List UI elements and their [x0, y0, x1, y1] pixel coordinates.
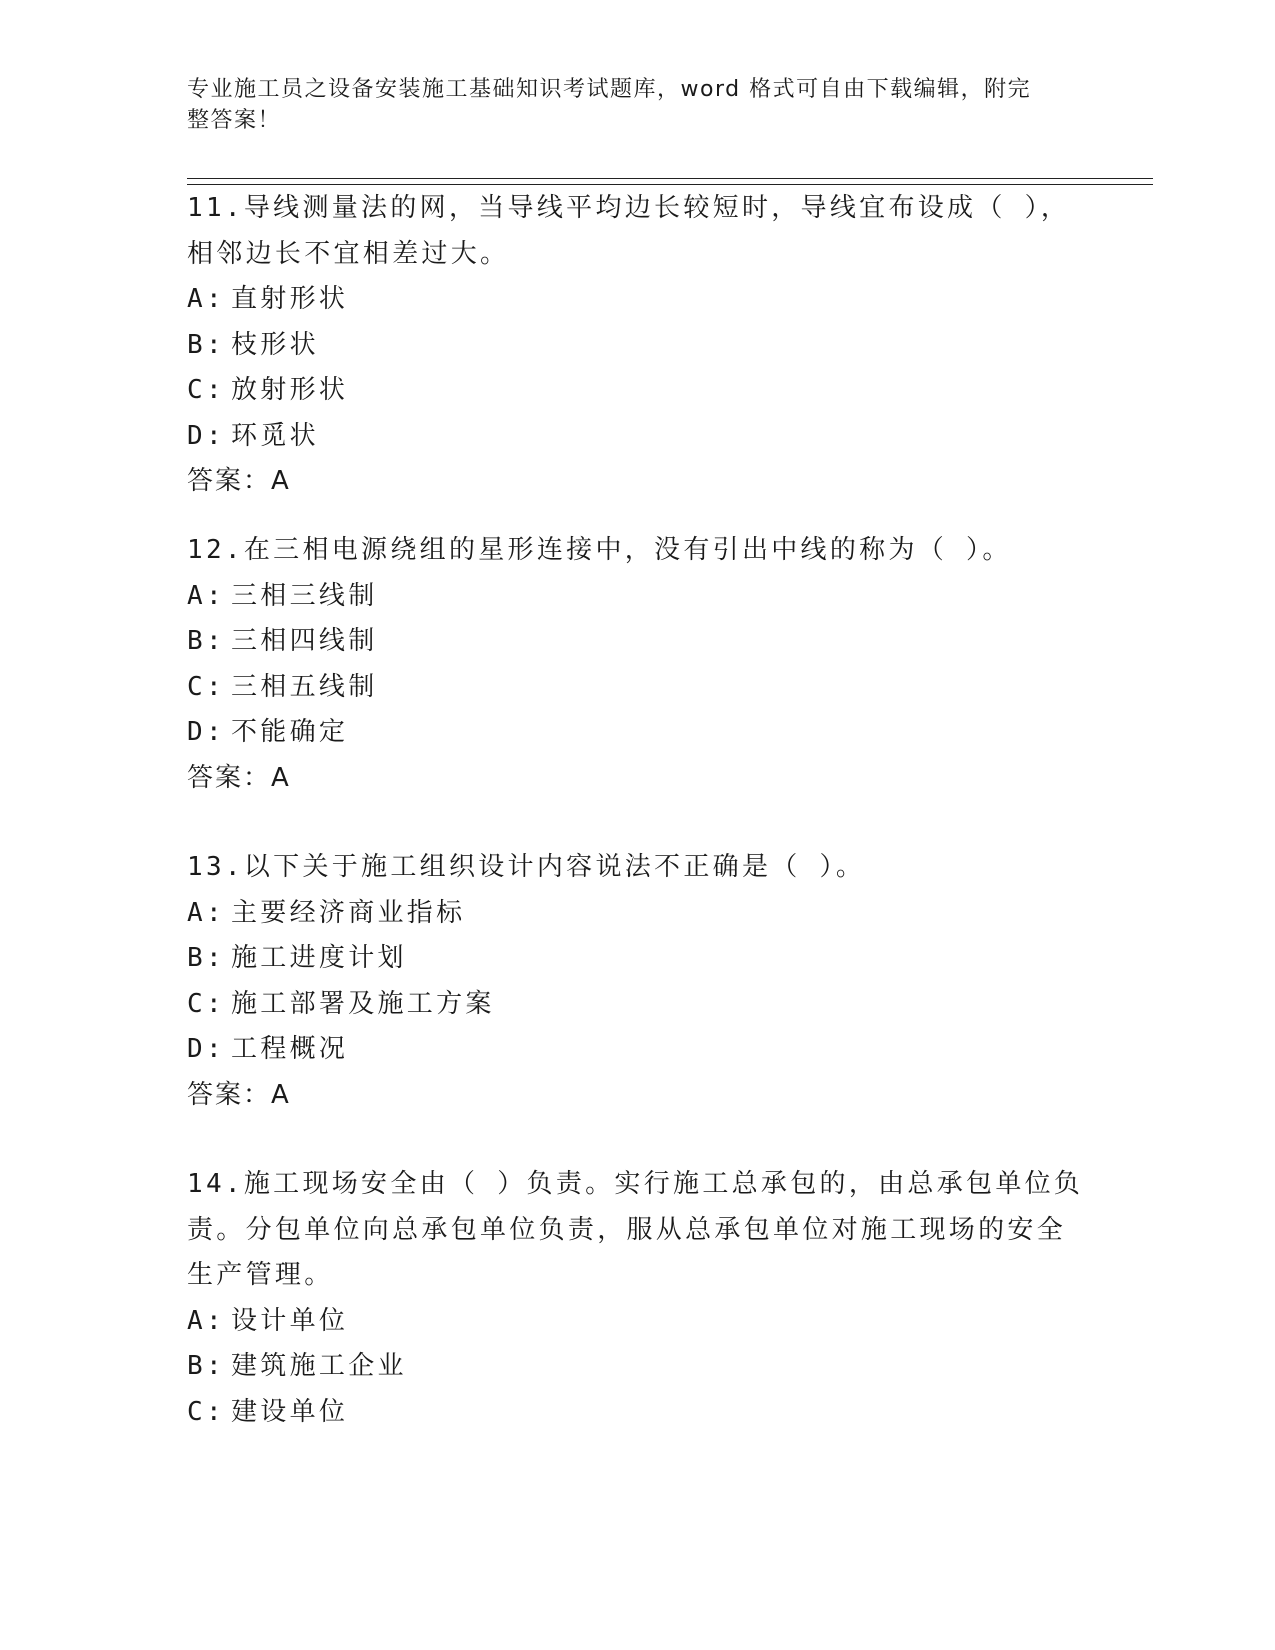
option-text: 不能确定 [231, 717, 349, 747]
answer-label: 答案： [187, 1079, 272, 1110]
question-stem [187, 845, 1067, 891]
option-text: 环觅状 [231, 420, 319, 451]
header-divider-top [187, 178, 1153, 179]
option-text: 施工进度计划 [231, 943, 407, 973]
question-14 [187, 1162, 1084, 1435]
option-letter: A: [187, 897, 225, 928]
question-13 [187, 845, 1067, 1118]
header-line-2: 整答案！ [187, 108, 282, 133]
answer-line [187, 756, 1067, 802]
option-d [187, 1027, 1067, 1073]
option-text: 设计单位 [231, 1305, 349, 1336]
option-c [187, 982, 1067, 1028]
stem-line: 14.施工现场安全由（ ）负责。实行施工总承包的，由总承包单位负 [187, 1169, 1084, 1199]
question-stem [187, 1162, 1084, 1299]
option-text: 施工部署及施工方案 [231, 988, 495, 1019]
option-c [187, 368, 1067, 414]
option-text: 三相五线制 [231, 671, 378, 702]
option-c [187, 665, 1067, 711]
option-letter: C: [187, 988, 225, 1019]
option-text: 建设单位 [231, 1396, 349, 1427]
option-a [187, 891, 1067, 937]
header-divider-bottom [187, 184, 1153, 185]
option-a [187, 277, 1067, 323]
stem-line: 11.导线测量法的网，当导线平均边长较短时，导线宜布设成（ ）， [187, 193, 1071, 223]
answer-value: A [271, 466, 290, 496]
answer-label: 答案： [187, 762, 272, 793]
option-b [187, 323, 1067, 369]
document-header [187, 74, 1067, 136]
option-b [187, 1344, 1067, 1390]
option-c [187, 1390, 1067, 1436]
option-text: 直射形状 [231, 284, 349, 314]
option-b [187, 619, 1067, 665]
question-stem [187, 186, 1071, 277]
option-text: 主要经济商业指标 [231, 897, 466, 928]
stem-line: 13.以下关于施工组织设计内容说法不正确是（ ）。 [187, 852, 866, 882]
option-text: 枝形状 [231, 329, 319, 360]
answer-value: A [271, 762, 290, 793]
option-a [187, 574, 1067, 620]
answer-line [187, 1073, 1067, 1119]
option-d [187, 710, 1067, 756]
option-letter: A: [187, 580, 225, 611]
option-letter: B: [187, 1351, 225, 1381]
option-text: 三相三线制 [231, 580, 378, 611]
option-text: 三相四线制 [231, 626, 378, 656]
question-stem [187, 528, 1067, 574]
answer-line [187, 459, 1067, 505]
answer-value: A [271, 1079, 290, 1110]
option-letter: D: [187, 420, 225, 451]
option-letter: B: [187, 329, 225, 360]
option-letter: D: [187, 717, 225, 747]
option-letter: A: [187, 1305, 225, 1336]
option-text: 工程概况 [231, 1034, 349, 1064]
option-letter: C: [187, 671, 225, 702]
stem-line: 12.在三相电源绕组的星形连接中，没有引出中线的称为（ ）。 [187, 535, 1012, 565]
option-letter: C: [187, 375, 225, 405]
answer-label: 答案： [187, 466, 272, 496]
option-d [187, 414, 1067, 460]
stem-line: 生产管理。 [187, 1260, 334, 1290]
option-b [187, 936, 1067, 982]
stem-line: 责。分包单位向总承包单位负责，服从总承包单位对施工现场的安全 [187, 1214, 1067, 1245]
option-letter: B: [187, 626, 225, 656]
header-line-1: 专业施工员之设备安装施工基础知识考试题库，word 格式可自由下载编辑，附完 [187, 77, 1032, 102]
option-letter: C: [187, 1396, 225, 1427]
option-a [187, 1299, 1067, 1345]
option-letter: A: [187, 284, 225, 314]
stem-line: 相邻边长不宜相差过大。 [187, 238, 510, 269]
question-11 [187, 186, 1071, 505]
option-letter: B: [187, 943, 225, 973]
option-text: 建筑施工企业 [231, 1351, 407, 1381]
question-12 [187, 528, 1067, 801]
option-letter: D: [187, 1034, 225, 1064]
option-text: 放射形状 [231, 375, 349, 405]
